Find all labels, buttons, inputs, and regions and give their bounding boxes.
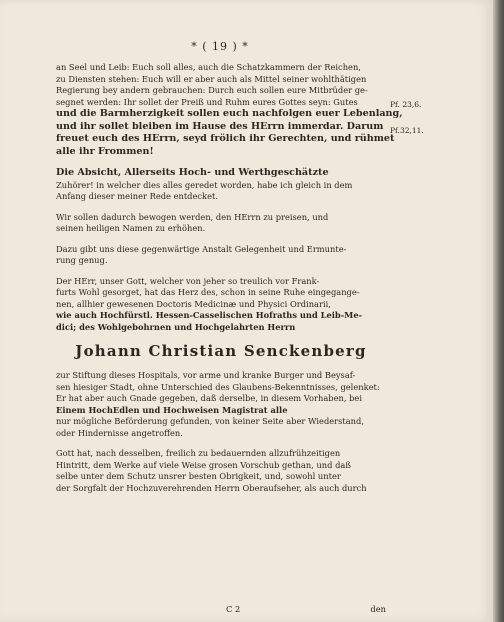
- person-name-heading: Johann Christian Senckenberg: [75, 342, 367, 360]
- paragraph-5: [56, 276, 386, 334]
- text-line-emphasis: und die Barmherzigkeit sollen euch nachfolgen euer Lebenlang,: [56, 108, 403, 119]
- text-line: rung genug.: [56, 255, 108, 265]
- text-line: selbe unter dem Schutz unsrer besten Obrigkeit, und, sowohl unter: [56, 471, 341, 481]
- text-line-emphasis: und ihr sollet bleiben im Hause des HErrn immerdar. Darum: [56, 120, 384, 132]
- text-line: segnet werden: Ihr sollet der Preiß und Ruhm eures Gottes seyn: Gutes: [56, 96, 358, 107]
- text-line: zu Diensten stehen: Euch will er aber auch als Mittel seiner wohlthätigen: [56, 73, 367, 84]
- text-line: sen hiesiger Stadt, ohne Unterschied des Glaubens-Bekenntnisses, gelenket:: [56, 381, 380, 392]
- text-line-emphasis: alle ihr Frommen!: [56, 145, 154, 157]
- text-line: Regierung bey andern gebrauchen: Durch euch sollen eure Mitbrüder ge-: [56, 85, 368, 95]
- text-line: Der HErr, unser Gott, welcher von jeher so treulich vor Frank-: [56, 275, 320, 286]
- paragraph-7: [56, 448, 386, 494]
- text-line: Zuhörer! in welcher dies alles geredet worden, habe ich gleich in dem: [56, 179, 353, 190]
- paragraph-4: [56, 244, 386, 267]
- text-line: zur Stiftung dieses Hospitals, vor arme und kranke Burger und Beysaf-: [56, 370, 356, 380]
- text-line-emphasis: wie auch Hochfürstl. Hessen-Casselischen Hofraths und Leib-Me-: [56, 310, 363, 320]
- text-line: Wir sollen dadurch bewogen werden, den HErrn zu preisen, und: [56, 211, 329, 222]
- text-line: Er hat aber auch Gnade gegeben, daß derselbe, in diesem Vorhaben, bei: [56, 393, 362, 403]
- text-line: oder Hindernisse angetroffen.: [56, 427, 183, 438]
- text-line: Anfang dieser meiner Rede entdecket.: [56, 191, 218, 201]
- text-line: furts Wohl gesorget, hat das Herz des, schon in seine Ruhe eingegange-: [56, 287, 360, 297]
- page-edge-shadow: [493, 0, 504, 622]
- text-line-emphasis: Die Absicht, Allerseits Hoch- und Werthgeschätzte: [56, 167, 329, 178]
- paragraph-1: [56, 62, 403, 158]
- paragraph-6: [56, 370, 386, 439]
- paragraph-3: [56, 212, 386, 235]
- text-line: der Sorgfalt der Hochzuverehrenden Herrn Oberaufseher, als auch durch: [56, 482, 367, 493]
- text-line: nen, allhier gewesenen Doctoris Medicinæ und Physici Ordinarii,: [56, 298, 331, 309]
- text-line-emphasis: Einem HochEdlen und Hochweisen Magistrat alle: [56, 404, 288, 415]
- text-line: Gott hat, nach desselben, freilich zu bedauernden allzufrühzeitigen: [56, 448, 341, 458]
- signature-mark: C 2: [226, 604, 241, 614]
- paragraph-2: [56, 167, 386, 203]
- margin-note-1: Pf. 23,6.: [390, 100, 422, 109]
- catchword: den: [370, 604, 386, 614]
- text-line: an Seel und Leib: Euch soll alles, auch die Schatzkammern der Reichen,: [56, 62, 361, 72]
- text-line-emphasis: dici; des Wohlgebohrnen und Hochgelahrten Herrn: [56, 321, 296, 332]
- text-line: seinen heiligen Namen zu erhöhen.: [56, 223, 206, 233]
- text-line: Dazu gibt uns diese gegenwärtige Anstalt Gelegenheit und Ermunte-: [56, 243, 347, 254]
- text-line: Hintritt, dem Werke auf viele Weise grosen Vorschub gethan, und daß: [56, 459, 351, 470]
- page-body: [56, 62, 403, 503]
- page-header: * ( 19 ) *: [191, 40, 249, 53]
- text-line-emphasis: freuet euch des HErrn, seyd frölich ihr Gerechten, und rühmet: [56, 133, 395, 144]
- margin-note-2: Pf.32,11.: [390, 126, 424, 135]
- text-line: nur mögliche Beförderung gefunden, von keiner Seite aber Wiederstand,: [56, 416, 364, 426]
